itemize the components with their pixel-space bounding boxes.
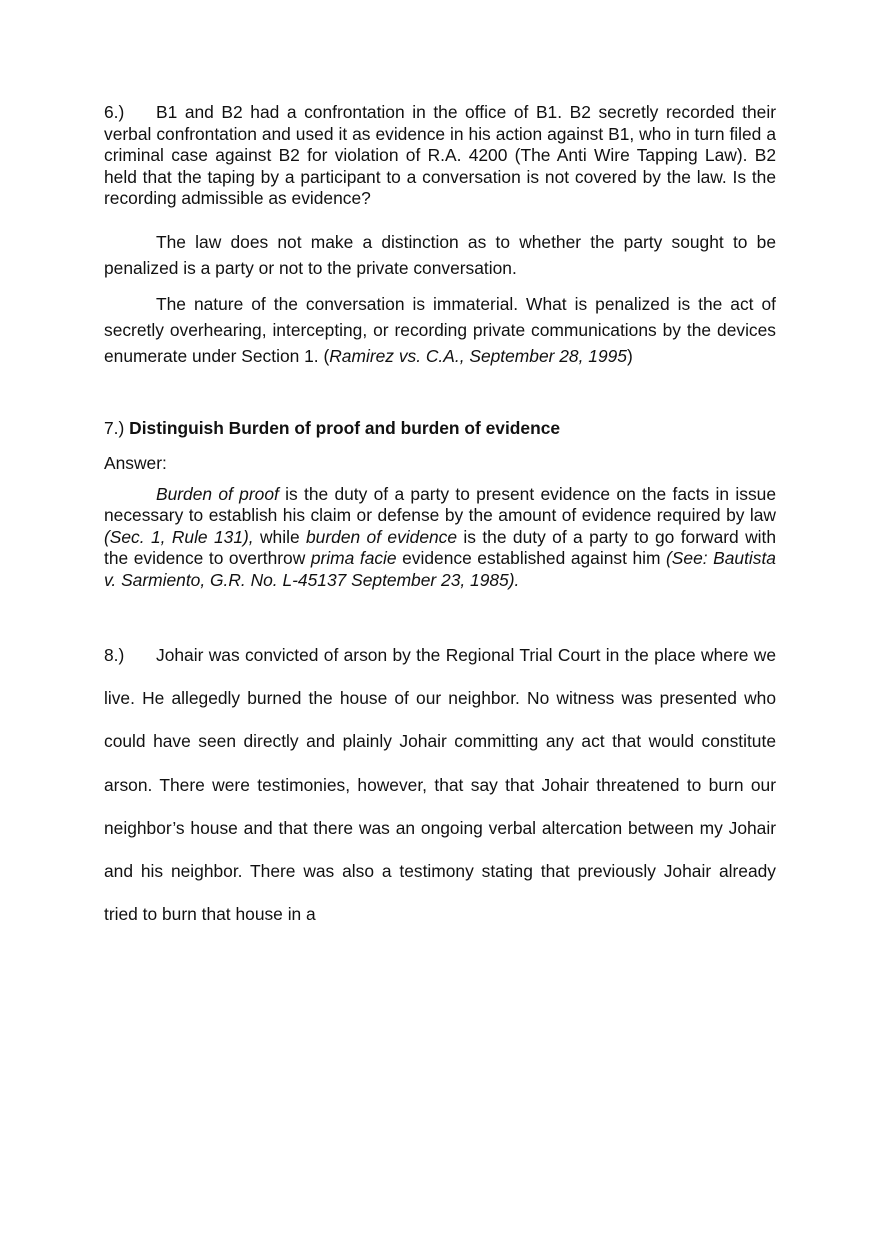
question-7: [104, 418, 776, 439]
answer-6-citation-close: ): [626, 345, 633, 366]
answer-7-term-burden-of-evidence: burden of evidence: [306, 526, 458, 547]
answer-6-paragraph-1: The law does not make a distinction as to whether the party sought to be penalized is a party or not to the private conversation.: [104, 231, 776, 278]
question-6-number: 6.): [104, 102, 125, 122]
question-8-number: 8.): [104, 645, 125, 665]
answer-7-term-prima-facie: prima facie: [310, 548, 397, 568]
answer-7-text-1: is the duty of a party to present evidence on the facts in issue necessary to establish his claim or defense by the amount of evidence required by law: [104, 483, 776, 525]
answer-6-paragraph-2: [104, 291, 776, 369]
answer-7-text-4: evidence established against him: [396, 548, 667, 568]
question-7-heading: Distinguish Burden of proof and burden of evidence: [129, 417, 561, 438]
question-7-number: 7.): [104, 417, 125, 438]
answer-7-citation-case: (See: Bautista v. Sarmiento, G.R. No. L-45137 September 23, 1985).: [104, 548, 776, 590]
answer-6-citation: Ramirez vs. C.A., September 28, 1995: [329, 345, 627, 366]
document-page: [104, 102, 776, 936]
question-6-text: B1 and B2 had a confrontation in the office of B1. B2 secretly recorded their verbal confrontation and used it as evidence in his action against B1, who in turn filed a criminal case against B2 for violation of R.A. 4200 (The Anti Wire Tapping Law). B2 held that the taping by a participant to a conversation is not covered by the law. Is the recording admissible as evidence?: [104, 102, 776, 208]
question-6: [104, 102, 776, 210]
answer-7-text-3: is the duty of a party to go forward with the evidence to overthrow: [104, 526, 776, 568]
answer-7-label: Answer:: [104, 452, 167, 473]
question-8-text: Johair was convicted of arson by the Regional Trial Court in the place where we live. He allegedly burned the house of our neighbor. No witness was presented who could have seen directly and plainly Johair committing any act that would constitute arson. There were testimonies, however, that say that Johair threatened to burn our neighbor’s house and that there was an ongoing verbal altercation between my Johair and his neighbor. There was also a testimony stating that previously Johair already tried to burn that house in a: [104, 645, 776, 925]
answer-7-term-burden-of-proof: Burden of proof: [156, 483, 279, 504]
answer-7-citation-rule: (Sec. 1, Rule 131),: [104, 526, 254, 547]
answer-7-body: [104, 484, 776, 592]
question-8: [104, 634, 776, 936]
answer-7-text-2: while: [253, 526, 307, 547]
answer-6-paragraph-2-text: The nature of the conversation is immaterial. What is penalized is the act of secretly overhearing, intercepting, or recording private communications by the devices enumerate under Section 1. (: [104, 293, 776, 366]
